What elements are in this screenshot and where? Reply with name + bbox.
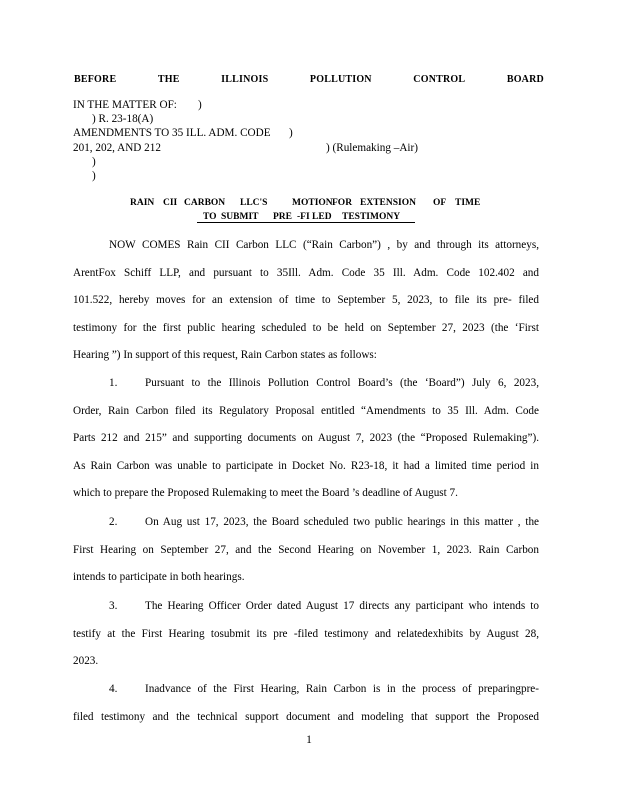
caption-line-1: IN THE MATTER OF: bbox=[73, 99, 177, 111]
board-title-word: THE bbox=[157, 74, 180, 85]
board-title-word: ILLINOIS bbox=[221, 74, 269, 85]
caption-paren: ) bbox=[92, 156, 96, 168]
numbered-paragraph-2 bbox=[73, 509, 539, 592]
caption-line-3: AMENDMENTS TO 35 ILL. ADM. CODE bbox=[73, 127, 271, 139]
paragraph-line: 2023. bbox=[73, 655, 99, 668]
motion-title-word: FOR bbox=[332, 198, 353, 208]
paragraph-line: Hearing ”) In support of this request, Rain Carbon states as follows: bbox=[73, 349, 377, 362]
motion-title-word: TIME bbox=[455, 198, 481, 208]
paragraph-first-line bbox=[73, 593, 539, 621]
motion-title-word: LLC'S bbox=[240, 198, 268, 208]
paragraph-line: testimony for the first public hearing scheduled to be held on September 27, 2023 (the ‘First bbox=[73, 321, 539, 334]
paragraph-line: Pursuant to the Illinois Pollution Control Board’s (the ‘Board”) July 6, 2023, bbox=[145, 377, 539, 389]
motion-title-word: -FI LED bbox=[297, 212, 332, 222]
paragraph-line: ArentFox Schiff LLP, and pursuant to 35Ill. Adm. Code 35 Ill. Adm. Code 102.402 and bbox=[73, 266, 539, 279]
motion-title-word: TO bbox=[203, 212, 217, 222]
motion-title-word: PRE bbox=[273, 212, 292, 222]
paragraph-line: which to prepare the Proposed Rulemaking to meet the Board ’s deadline of August 7. bbox=[73, 487, 458, 500]
paragraph-line: testify at the First Hearing tosubmit its pre -filed testimony and relatedexhibits by August 28, bbox=[73, 627, 539, 640]
motion-title-word: TESTIMONY bbox=[342, 212, 401, 222]
caption-paren: ) bbox=[198, 99, 202, 111]
paragraph-line: On Aug ust 17, 2023, the Board scheduled two public hearings in this matter , the bbox=[145, 516, 539, 528]
paragraph-number: 4. bbox=[109, 683, 118, 695]
motion-title-word: EXTENSION bbox=[360, 198, 416, 208]
caption-paren: ) bbox=[289, 127, 293, 139]
paragraph-line: Order, Rain Carbon filed its Regulatory Proposal entitled “Amendments to 35 Ill. Adm. Code bbox=[73, 404, 539, 417]
paragraph-number: 2. bbox=[109, 516, 118, 528]
paragraph-line: First Hearing on September 27, and the Second Hearing on November 1, 2023. Rain Carbon bbox=[73, 543, 539, 556]
motion-title-word: OF bbox=[433, 198, 447, 208]
paragraph-line: 101.522, hereby moves for an extension of time to September 5, 2023, to file its pre- filed bbox=[73, 294, 539, 307]
motion-title-underline bbox=[197, 222, 415, 223]
board-title-word: BOARD bbox=[506, 74, 544, 85]
paragraph-first-line bbox=[73, 509, 539, 537]
paragraph-line: As Rain Carbon was unable to participate in Docket No. R23-18, it had a limited time period in bbox=[73, 459, 539, 472]
numbered-paragraph-1 bbox=[73, 370, 539, 508]
paragraph-line: Parts 212 and 215” and supporting documents on August 7, 2023 (the “Proposed Rulemaking”). bbox=[73, 432, 539, 445]
paragraph-line: NOW COMES Rain CII Carbon LLC (“Rain Carbon”) , by and through its attorneys, bbox=[109, 239, 539, 251]
motion-title-word: CARBON bbox=[184, 198, 226, 208]
motion-title-word: RAIN bbox=[130, 198, 155, 208]
paragraph-line: The Hearing Officer Order dated August 17 directs any participant who intends to bbox=[145, 600, 539, 612]
numbered-paragraph-4 bbox=[73, 676, 539, 731]
caption-line-4: 201, 202, AND 212 bbox=[73, 142, 161, 154]
paragraph-line: filed testimony and the technical support document and modeling that support the Proposed bbox=[73, 710, 539, 723]
motion-title-word: SUBMIT bbox=[221, 212, 259, 222]
page-number: 1 bbox=[306, 734, 312, 746]
caption-rulemaking: ) (Rulemaking –Air) bbox=[326, 142, 418, 154]
caption-paren: ) bbox=[92, 170, 96, 182]
paragraph-number: 3. bbox=[109, 600, 118, 612]
motion-title-word: CII bbox=[163, 198, 178, 208]
caption-docket: ) R. 23-18(A) bbox=[92, 113, 154, 125]
motion-title-word: MOTION bbox=[292, 198, 333, 208]
paragraph-line: intends to participate in both hearings. bbox=[73, 571, 245, 584]
paragraph-number: 1. bbox=[109, 377, 118, 389]
board-title-word: POLLUTION bbox=[309, 74, 372, 85]
paragraph-first-line bbox=[73, 676, 539, 704]
paragraph-first-line bbox=[73, 370, 539, 398]
board-title-word: BEFORE bbox=[74, 74, 117, 85]
intro-paragraph bbox=[73, 232, 539, 370]
numbered-paragraph-3 bbox=[73, 593, 539, 676]
paragraph-line: Inadvance of the First Hearing, Rain Carbon is in the process of preparingpre- bbox=[145, 683, 539, 695]
board-title-word: CONTROL bbox=[413, 74, 466, 85]
board-title bbox=[72, 74, 546, 85]
